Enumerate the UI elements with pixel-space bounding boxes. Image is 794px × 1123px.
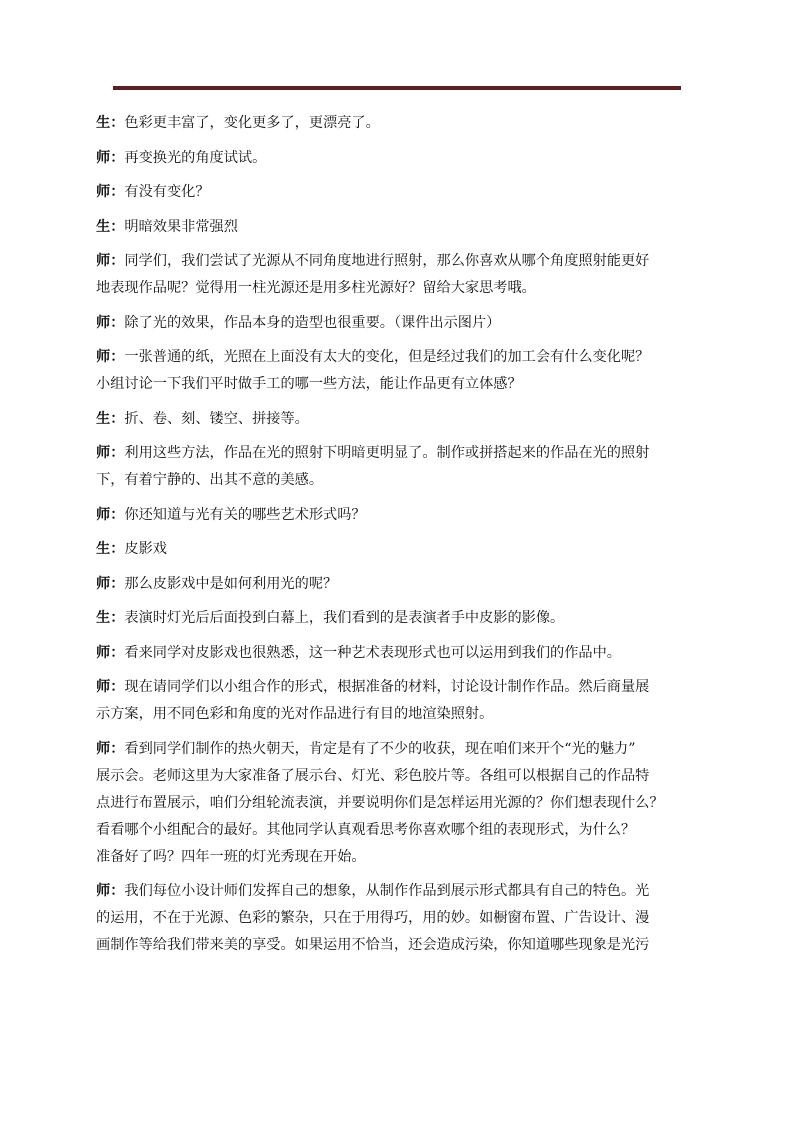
paragraph-line: [96, 371, 696, 398]
dialogue-paragraph: [96, 179, 696, 206]
speaker-label: 生：: [96, 541, 125, 557]
paragraph-line: [96, 640, 696, 667]
paragraph-line: [96, 932, 696, 959]
dialogue-paragraph: [96, 248, 696, 302]
dialogue-paragraph: [96, 640, 696, 667]
paragraph-line: [96, 763, 696, 790]
paragraph-line: [96, 214, 696, 241]
paragraph-line: [96, 878, 696, 905]
paragraph-line: [96, 790, 696, 817]
dialogue-paragraph: [96, 214, 696, 241]
line-text: 小组讨论一下我们平时做手工的哪一些方法，能让作品更有立体感？: [96, 376, 522, 392]
paragraph-line: [96, 736, 696, 763]
line-text: 的运用，不在于光源、色彩的繁杂，只在于用得巧，用的妙。如橱窗布置、广告设计、漫: [96, 910, 650, 926]
paragraph-line: [96, 674, 696, 701]
dialogue-paragraph: [96, 110, 696, 137]
paragraph-line: [96, 275, 696, 302]
paragraph-line: [96, 571, 696, 598]
line-text: 明暗效果非常强烈: [124, 218, 238, 235]
paragraph-line: [96, 344, 696, 371]
dialogue-paragraph: [96, 674, 696, 728]
speaker-label: 师：: [96, 149, 125, 166]
speaker-label: 生：: [96, 115, 125, 131]
paragraph-line: [96, 844, 696, 871]
line-text: 看到同学们制作的热火朝天，肯定是有了不少的收获，现在咱们来开个“光的魅力”: [124, 740, 636, 757]
speaker-label: 师：: [96, 575, 125, 592]
speaker-label: 师：: [96, 644, 125, 661]
dialogue-paragraph: [96, 605, 696, 632]
line-text: 现在请同学们以小组合作的形式，根据准备的材料，讨论设计制作作品。然后商量展: [124, 679, 650, 695]
line-text: 一张普通的纸，光照在上面没有太大的变化，但是经过我们的加工会有什么变化呢？: [124, 349, 650, 365]
line-text: 看看哪个小组配合的最好。其他同学认真观看思考你喜欢哪个组的表现形式，为什么？: [96, 821, 636, 838]
line-text: 地表现作品呢？觉得用一柱光源还是用多柱光源好？留给大家思考哦。: [96, 280, 536, 296]
dialogue-paragraph: [96, 406, 696, 433]
paragraph-line: [96, 701, 696, 728]
line-text: 有没有变化？: [124, 184, 210, 200]
speaker-label: 师：: [96, 314, 125, 331]
line-text: 下，有着宁静的、出其不意的美感。: [96, 472, 324, 488]
line-text: 你还知道与光有关的哪些艺术形式吗？: [124, 506, 366, 523]
line-text: 那么皮影戏中是如何利用光的呢？: [124, 575, 338, 592]
speaker-label: 师：: [96, 445, 125, 461]
paragraph-line: [96, 502, 696, 529]
speaker-label: 师：: [96, 506, 125, 523]
speaker-label: 生：: [96, 218, 125, 235]
speaker-label: 师：: [96, 253, 125, 269]
speaker-label: 师：: [96, 679, 125, 695]
paragraph-line: [96, 110, 696, 137]
speaker-label: 师：: [96, 184, 125, 200]
dialogue-paragraph: [96, 536, 696, 563]
line-text: 准备好了吗？四年一班的灯光秀现在开始。: [96, 848, 366, 865]
dialogue-paragraph: [96, 145, 696, 172]
dialogue-paragraph: [96, 310, 696, 337]
line-text: 再变换光的角度试试。: [124, 149, 267, 166]
line-text: 看来同学对皮影戏也很熟悉，这一种艺术表现形式也可以运用到我们的作品中。: [124, 644, 621, 661]
header-rule: [113, 86, 681, 90]
line-text: 画制作等给我们带来美的享受。如果运用不恰当，还会造成污染，你知道哪些现象是光污: [96, 937, 650, 953]
line-text: 示方案，用不同色彩和角度的光对作品进行有目的地渲染照射。: [96, 706, 494, 722]
paragraph-line: [96, 467, 696, 494]
dialogue-paragraph: [96, 571, 696, 598]
paragraph-line: [96, 605, 696, 632]
dialogue-paragraph: [96, 878, 696, 959]
speaker-label: 生：: [96, 410, 125, 427]
dialogue-paragraph: [96, 502, 696, 529]
paragraph-line: [96, 179, 696, 206]
paragraph-line: [96, 817, 696, 844]
speaker-label: 师：: [96, 883, 125, 899]
line-text: 展示会。老师这里为大家准备了展示台、灯光、彩色胶片等。各组可以根据自己的作品特: [96, 767, 650, 784]
paragraph-line: [96, 536, 696, 563]
line-text: 皮影戏: [124, 541, 167, 557]
document-body: [96, 110, 696, 967]
line-text: 表演时灯光后后面投到白幕上，我们看到的是表演者手中皮影的影像。: [124, 610, 565, 626]
dialogue-paragraph: [96, 440, 696, 494]
paragraph-line: [96, 406, 696, 433]
paragraph-line: [96, 248, 696, 275]
dialogue-paragraph: [96, 344, 696, 398]
paragraph-line: [96, 145, 696, 172]
dialogue-paragraph: [96, 736, 696, 871]
paragraph-line: [96, 310, 696, 337]
line-text: 色彩更丰富了，变化更多了，更漂亮了。: [124, 115, 380, 131]
speaker-label: 师：: [96, 740, 125, 757]
line-text: 点进行布置展示，咱们分组轮流表演，并要说明你们是怎样运用光源的？你们想表现什么？: [96, 794, 664, 811]
paragraph-line: [96, 440, 696, 467]
line-text: 除了光的效果，作品本身的造型也很重要。（课件出示图片）: [124, 314, 501, 331]
line-text: 同学们，我们尝试了光源从不同角度地进行照射，那么你喜欢从哪个角度照射能更好: [124, 253, 650, 269]
line-text: 利用这些方法，作品在光的照射下明暗更明显了。制作或拼搭起来的作品在光的照射: [124, 445, 650, 461]
speaker-label: 师：: [96, 349, 125, 365]
line-text: 我们每位小设计师们发挥自己的想象，从制作作品到展示形式都具有自己的特色。光: [124, 883, 650, 899]
paragraph-line: [96, 905, 696, 932]
line-text: 折、卷、刻、镂空、拼接等。: [124, 410, 309, 427]
speaker-label: 生：: [96, 610, 125, 626]
